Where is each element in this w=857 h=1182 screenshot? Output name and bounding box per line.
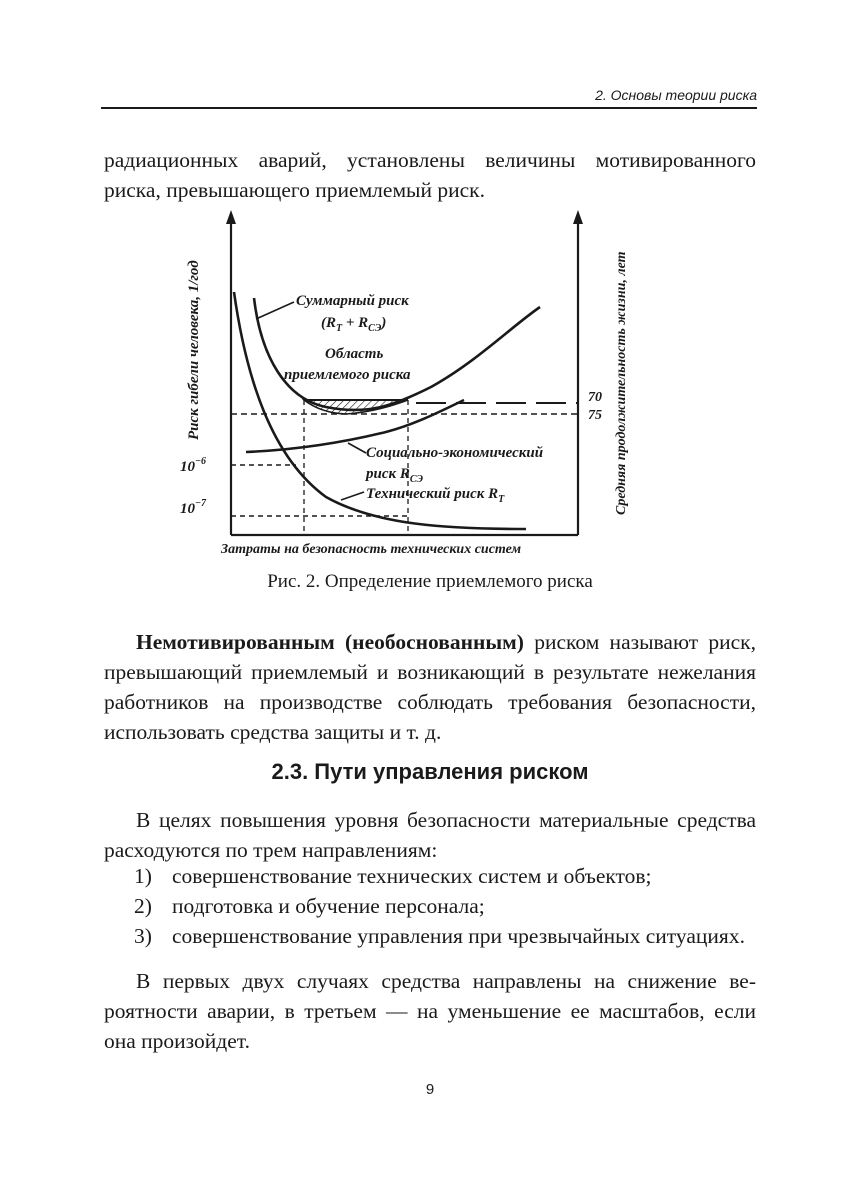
acceptable-risk-area <box>304 400 408 414</box>
risk-diagram <box>176 207 629 562</box>
figure-caption: Рис. 2. Определение приемлемого риска <box>267 571 593 592</box>
total-risk-pointer <box>256 302 294 319</box>
socio-risk-label-2: риск $R_{СЭ}$ <box>366 466 424 485</box>
running-header: 2. Основы теории риска <box>595 87 757 103</box>
list-item-number: 1) <box>134 864 152 888</box>
total-risk-curve <box>254 298 540 410</box>
life-70-label: 70 <box>588 390 602 405</box>
page-number: 9 <box>425 1081 435 1098</box>
section-title: 2.3. Пути управления риском <box>271 759 589 784</box>
list-item <box>104 923 756 950</box>
left-y-axis-arrow <box>226 210 236 224</box>
tick-1e-7: $10^{-7}$ <box>180 498 207 517</box>
list-item-number: 2) <box>134 894 152 918</box>
paragraph-unmotivated-risk <box>104 627 756 747</box>
total-risk-label-2: $(R_T + R_{СЭ})$ <box>321 315 387 334</box>
directions-list <box>104 863 756 953</box>
tick-1e-6: $10^{-6}$ <box>180 456 207 475</box>
total-risk-label-1: Суммарный риск <box>296 293 409 309</box>
paragraph-intro: радиационных аварий, установлены величины мотивированного риска, превышающего приемлемый риск. <box>104 148 756 202</box>
y-right-label: Средняя продолжительность жизни, лет <box>614 251 629 515</box>
life-75-label: 75 <box>588 408 602 423</box>
paragraph-directions: В целях повышения уровня безопасности материальные средства расходуются по трем направлениям: <box>104 808 756 862</box>
y-left-label: Риск гибели человека, 1/год <box>186 260 202 440</box>
socio-risk-pointer <box>348 443 366 453</box>
tech-risk-label: Технический риск $R_T$ <box>366 486 505 505</box>
acceptable-area-label-2: приемлемого риска <box>284 367 411 383</box>
acceptable-area-label-1: Область <box>325 346 384 362</box>
list-item-number: 3) <box>134 924 152 948</box>
list-item-text: совершенствование управления при чрезвычайных ситуациях. <box>172 924 745 948</box>
header-rule <box>101 107 757 109</box>
definition-text: риском называют риск, превышающий приемлемый и возникающий в результате нежелания работников на производстве соблюдать требования безопасности, использовать средства защиты и т. д. <box>104 630 756 744</box>
list-item-text: совершенствование технических систем и объектов; <box>172 864 652 888</box>
socio-risk-label-1: Социально-экономический <box>366 445 544 461</box>
x-axis-label: Затраты на безопасность технических систем <box>221 542 522 557</box>
term-unmotivated: Немотивированным (необоснованным) <box>136 630 524 654</box>
tech-risk-pointer <box>341 492 364 500</box>
list-item <box>104 893 756 920</box>
right-y-axis-arrow <box>573 210 583 224</box>
list-item-text: подготовка и обучение персонала; <box>172 894 485 918</box>
paragraph-conclusion: В первых двух случаях средства направлены на снижение вероятности аварии, в третьем — на уменьшение ее масштабов, если она произойдет. <box>104 969 756 1053</box>
list-item <box>104 863 756 890</box>
